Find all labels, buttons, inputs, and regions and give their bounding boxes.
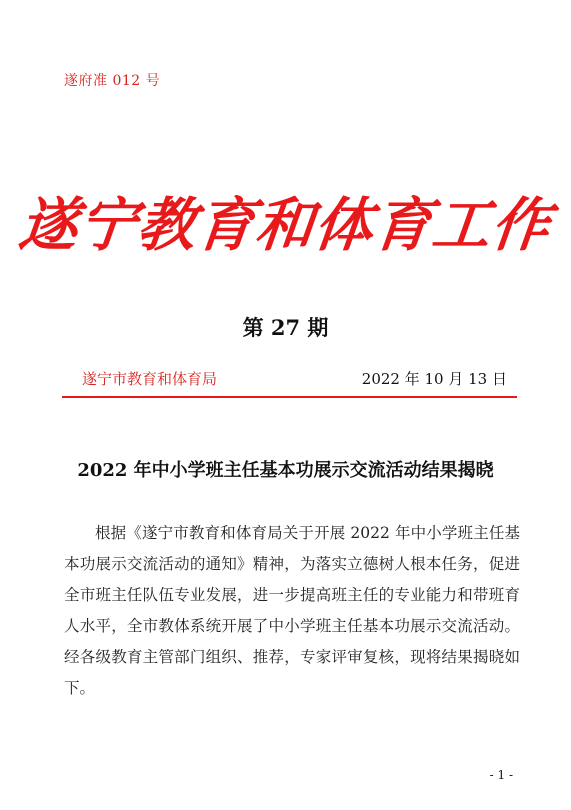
issuing-authority: 遂宁市教育和体育局: [82, 370, 218, 388]
document-number: 遂府准 012 号: [64, 73, 161, 89]
article-body: [64, 518, 520, 704]
masthead-title: 遂宁教育和体育工作: [15, 191, 555, 259]
page-number: - 1 -: [489, 768, 513, 782]
issue-number: 第 27 期: [242, 315, 329, 340]
red-divider-line: [62, 396, 517, 398]
body-paragraph: 根据《遂宁市教育和体育局关于开展 2022 年中小学班主任基本功展示交流活动的通知》精神，为落实立德树人根本任务，促进全市班主任队伍专业发展，进一步提高班主任的专业能力和带班育人水平，全市教体系统开展了中小学班主任基本功展示交流活动。经各级教育主管部门组织、推荐，专家评审复核，现将结果揭晓如下。: [64, 524, 520, 697]
article-title: 2022 年中小学班主任基本功展示交流活动结果揭晓: [77, 460, 494, 481]
issue-date: 2022 年 10 月 13 日: [361, 370, 507, 388]
